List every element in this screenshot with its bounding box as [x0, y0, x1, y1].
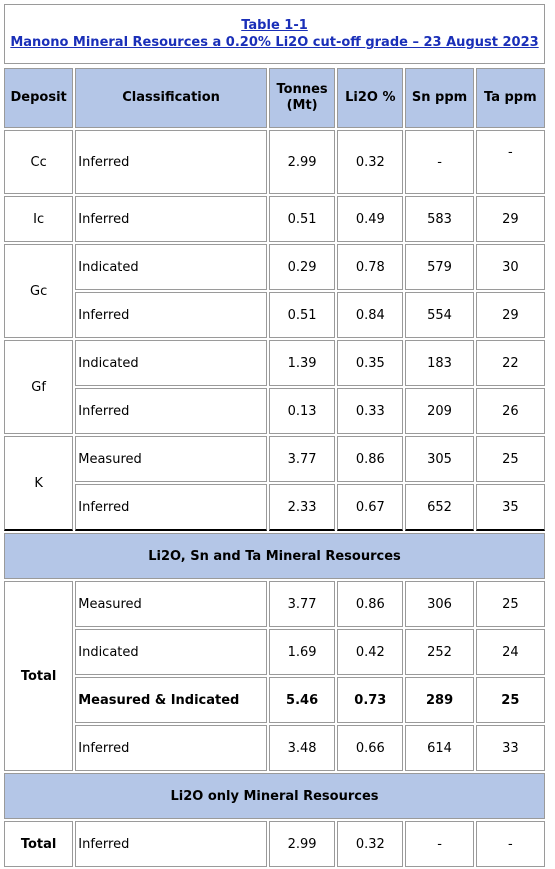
li2o-cell: 0.49 — [337, 196, 403, 242]
total-row-measured-indicated — [4, 677, 545, 723]
tonnes-cell: 0.13 — [269, 388, 335, 434]
li2o-cell: 0.33 — [337, 388, 403, 434]
ta-cell: 35 — [476, 484, 545, 531]
caption-subtitle[interactable]: Manono Mineral Resources a 0.20% Li2O cut-off grade – 23 August 2023 — [10, 35, 539, 50]
caption-title[interactable]: Table 1-1 — [241, 18, 308, 33]
tonnes-cell: 0.29 — [269, 244, 335, 290]
header-row — [4, 68, 545, 128]
li2o-cell: 0.86 — [337, 581, 403, 627]
mineral-resources-table — [2, 66, 547, 869]
section-header-row — [4, 533, 545, 579]
li2o-cell: 0.84 — [337, 292, 403, 338]
header-deposit: Deposit — [4, 68, 73, 128]
classification-cell: Measured — [75, 581, 267, 627]
sn-cell: 583 — [405, 196, 473, 242]
li2o-cell: 0.78 — [337, 244, 403, 290]
sn-cell: 252 — [405, 629, 473, 675]
classification-cell: Inferred — [75, 484, 267, 531]
table-row — [4, 244, 545, 290]
ta-cell: 25 — [476, 581, 545, 627]
tonnes-cell: 5.46 — [269, 677, 335, 723]
section-header-li2o-sn-ta: Li2O, Sn and Ta Mineral Resources — [4, 533, 545, 579]
table-row — [4, 436, 545, 482]
header-tonnes: Tonnes (Mt) — [269, 68, 335, 128]
header-ta: Ta ppm — [476, 68, 545, 128]
li2o-cell: 0.32 — [337, 821, 403, 867]
deposit-cell: K — [4, 436, 73, 531]
sn-cell: 209 — [405, 388, 473, 434]
section-header-row — [4, 773, 545, 819]
li2o-cell: 0.67 — [337, 484, 403, 531]
resource-table-container — [4, 4, 545, 869]
classification-cell: Inferred — [75, 725, 267, 771]
sn-cell: - — [405, 821, 473, 867]
total-label-cell: Total — [4, 581, 73, 771]
header-sn: Sn ppm — [405, 68, 473, 128]
sn-cell: 652 — [405, 484, 473, 531]
ta-cell: 25 — [476, 436, 545, 482]
total-label-cell: Total — [4, 821, 73, 867]
li2o-cell: 0.35 — [337, 340, 403, 386]
tonnes-cell: 2.99 — [269, 821, 335, 867]
table-row — [4, 484, 545, 531]
total-row — [4, 581, 545, 627]
section-header-li2o-only: Li2O only Mineral Resources — [4, 773, 545, 819]
tonnes-cell: 3.77 — [269, 436, 335, 482]
ta-cell: - — [476, 130, 545, 194]
tonnes-cell: 1.39 — [269, 340, 335, 386]
li2o-cell: 0.86 — [337, 436, 403, 482]
classification-cell: Inferred — [75, 292, 267, 338]
ta-cell: 30 — [476, 244, 545, 290]
sn-cell: 306 — [405, 581, 473, 627]
sn-cell: 289 — [405, 677, 473, 723]
header-classification: Classification — [75, 68, 267, 128]
ta-cell: 24 — [476, 629, 545, 675]
table-caption — [4, 4, 545, 64]
header-li2o: Li2O % — [337, 68, 403, 128]
sn-cell: 554 — [405, 292, 473, 338]
tonnes-cell: 3.48 — [269, 725, 335, 771]
classification-cell: Inferred — [75, 388, 267, 434]
ta-cell: 29 — [476, 196, 545, 242]
ta-cell: 22 — [476, 340, 545, 386]
deposit-cell: Cc — [4, 130, 73, 194]
ta-cell: 25 — [476, 677, 545, 723]
ta-cell: 26 — [476, 388, 545, 434]
table-row — [4, 388, 545, 434]
ta-cell: - — [476, 821, 545, 867]
tonnes-cell: 1.69 — [269, 629, 335, 675]
tonnes-cell: 0.51 — [269, 292, 335, 338]
classification-cell: Indicated — [75, 340, 267, 386]
li2o-cell: 0.73 — [337, 677, 403, 723]
classification-cell: Measured — [75, 436, 267, 482]
tonnes-cell: 2.33 — [269, 484, 335, 531]
sn-cell: 579 — [405, 244, 473, 290]
classification-cell: Inferred — [75, 196, 267, 242]
deposit-cell: Gc — [4, 244, 73, 338]
table-row — [4, 196, 545, 242]
total-row — [4, 725, 545, 771]
tonnes-cell: 2.99 — [269, 130, 335, 194]
table-row — [4, 292, 545, 338]
table-row — [4, 340, 545, 386]
li2o-cell: 0.42 — [337, 629, 403, 675]
deposit-cell: Gf — [4, 340, 73, 434]
table-row — [4, 130, 545, 194]
classification-cell: Indicated — [75, 629, 267, 675]
ta-cell: 29 — [476, 292, 545, 338]
ta-cell: 33 — [476, 725, 545, 771]
li2o-cell: 0.66 — [337, 725, 403, 771]
classification-cell: Measured & Indicated — [75, 677, 267, 723]
tonnes-cell: 3.77 — [269, 581, 335, 627]
classification-cell: Inferred — [75, 821, 267, 867]
classification-cell: Inferred — [75, 130, 267, 194]
classification-cell: Indicated — [75, 244, 267, 290]
li2o-cell: 0.32 — [337, 130, 403, 194]
tonnes-cell: 0.51 — [269, 196, 335, 242]
sn-cell: 183 — [405, 340, 473, 386]
total-row — [4, 629, 545, 675]
sn-cell: 614 — [405, 725, 473, 771]
sn-cell: - — [405, 130, 473, 194]
deposit-cell: Ic — [4, 196, 73, 242]
total-row-li2o-only — [4, 821, 545, 867]
sn-cell: 305 — [405, 436, 473, 482]
